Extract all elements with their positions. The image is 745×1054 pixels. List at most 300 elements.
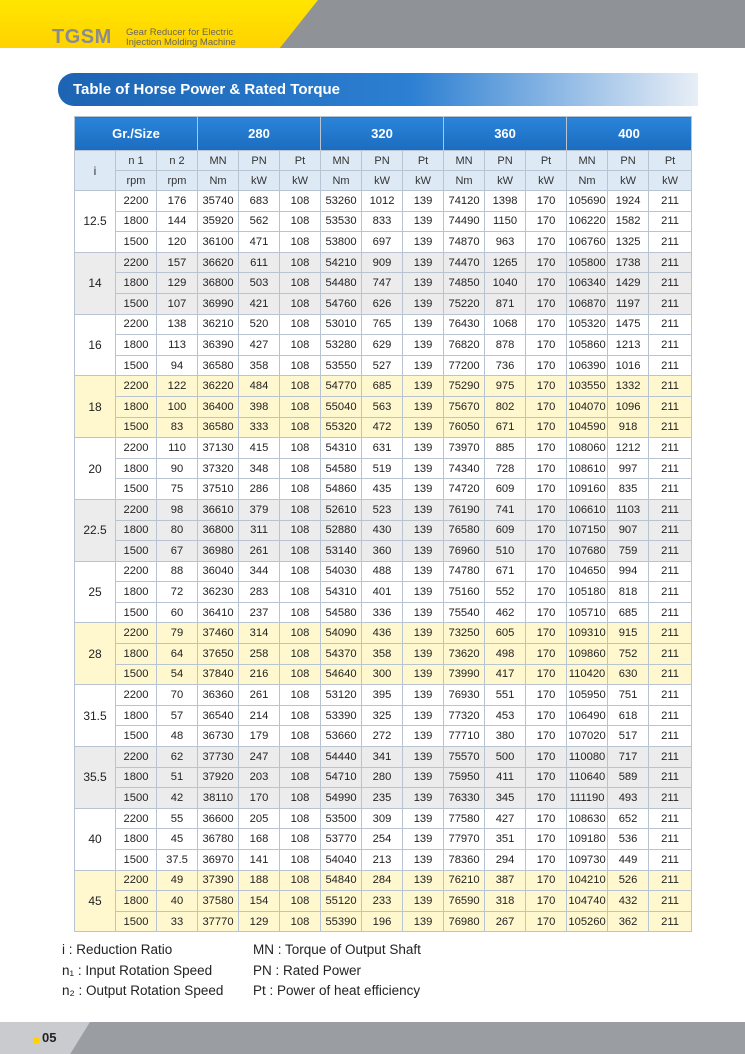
pn-value-cell: 472 [362,417,403,438]
n1-cell: 1500 [116,602,157,623]
mn-value-cell: 36600 [198,808,239,829]
pt-value-cell: 139 [403,602,444,623]
pn-value-cell: 280 [362,767,403,788]
table-header-units [75,171,692,191]
pt-value-cell: 139 [403,808,444,829]
pn-value-cell: 417 [485,664,526,685]
pn-value-cell: 358 [362,644,403,665]
pt-value-cell: 211 [649,602,692,623]
mn-value-cell: 104650 [567,561,608,582]
pt-value-cell: 211 [649,520,692,541]
mn-unit: Nm [198,171,239,191]
mn-value-cell: 54210 [321,252,362,273]
n2-cell: 45 [157,829,198,850]
pt-value-cell: 139 [403,664,444,685]
pt-value-cell: 211 [649,561,692,582]
pn-value-cell: 348 [239,458,280,479]
mn-value-cell: 75540 [444,602,485,623]
pt-value-cell: 139 [403,252,444,273]
pt-value-cell: 108 [280,293,321,314]
table-row [75,335,692,356]
pn-value-cell: 203 [239,767,280,788]
pn-unit: kW [362,171,403,191]
n2-cell: 54 [157,664,198,685]
pt-value-cell: 211 [649,396,692,417]
pt-value-cell: 139 [403,376,444,397]
n1-cell: 1500 [116,664,157,685]
size-header-320: 320 [321,117,444,151]
pt-value-cell: 108 [280,396,321,417]
table-row [75,891,692,912]
pn-value-cell: 1213 [608,335,649,356]
mn-value-cell: 106870 [567,293,608,314]
pt-value-cell: 108 [280,664,321,685]
n1-cell: 1500 [116,788,157,809]
pt-value-cell: 108 [280,582,321,603]
pn-value-cell: 196 [362,911,403,932]
pn-value-cell: 427 [485,808,526,829]
mn-value-cell: 36360 [198,685,239,706]
pn-value-cell: 170 [239,788,280,809]
pt-value-cell: 139 [403,911,444,932]
mn-value-cell: 106760 [567,232,608,253]
n1-cell: 1500 [116,726,157,747]
pt-value-cell: 211 [649,705,692,726]
pt-value-cell: 139 [403,396,444,417]
mn-value-cell: 36100 [198,232,239,253]
pt-value-cell: 108 [280,479,321,500]
pn-value-cell: 536 [608,829,649,850]
n2-cell: 157 [157,252,198,273]
table-row [75,479,692,500]
n2-cell: 138 [157,314,198,335]
n1-cell: 2200 [116,499,157,520]
mn-value-cell: 36970 [198,850,239,871]
pn-value-cell: 626 [362,293,403,314]
pn-value-cell: 551 [485,685,526,706]
mn-value-cell: 105800 [567,252,608,273]
pn-value-cell: 631 [362,438,403,459]
pn-value-cell: 611 [239,252,280,273]
pt-value-cell: 211 [649,870,692,891]
mn-value-cell: 104070 [567,396,608,417]
pt-value-cell: 170 [526,664,567,685]
pt-header: Pt [649,151,692,171]
pn-value-cell: 484 [239,376,280,397]
pn-value-cell: 387 [485,870,526,891]
mn-value-cell: 106390 [567,355,608,376]
pt-value-cell: 139 [403,191,444,212]
mn-value-cell: 76820 [444,335,485,356]
pn-value-cell: 563 [362,396,403,417]
mn-value-cell: 73250 [444,623,485,644]
pt-value-cell: 211 [649,191,692,212]
n2-cell: 176 [157,191,198,212]
table-row [75,767,692,788]
pn-value-cell: 471 [239,232,280,253]
brand-logo: TGSM [52,26,112,48]
pn-header: PN [485,151,526,171]
mn-value-cell: 74490 [444,211,485,232]
mn-value-cell: 105690 [567,191,608,212]
mn-value-cell: 37770 [198,911,239,932]
pt-value-cell: 108 [280,623,321,644]
mn-value-cell: 76590 [444,891,485,912]
pt-value-cell: 139 [403,355,444,376]
n2-cell: 37.5 [157,850,198,871]
table-row [75,808,692,829]
mn-value-cell: 54860 [321,479,362,500]
pt-value-cell: 108 [280,314,321,335]
pt-value-cell: 211 [649,438,692,459]
pt-value-cell: 170 [526,314,567,335]
n2-cell: 129 [157,273,198,294]
pt-value-cell: 139 [403,273,444,294]
mn-value-cell: 76930 [444,685,485,706]
mn-value-cell: 37320 [198,458,239,479]
mn-value-cell: 36620 [198,252,239,273]
pt-value-cell: 108 [280,376,321,397]
pn-value-cell: 261 [239,541,280,562]
pt-value-cell: 108 [280,767,321,788]
mn-value-cell: 54310 [321,582,362,603]
mn-value-cell: 52610 [321,499,362,520]
ratio-cell: 40 [75,808,116,870]
pn-value-cell: 398 [239,396,280,417]
mn-value-cell: 105180 [567,582,608,603]
n1-cell: 1800 [116,891,157,912]
mn-value-cell: 108060 [567,438,608,459]
mn-value-cell: 75160 [444,582,485,603]
mn-value-cell: 36580 [198,355,239,376]
pn-value-cell: 975 [485,376,526,397]
mn-value-cell: 105710 [567,602,608,623]
pt-value-cell: 108 [280,335,321,356]
mn-value-cell: 36990 [198,293,239,314]
pt-value-cell: 139 [403,438,444,459]
mn-value-cell: 53260 [321,191,362,212]
mn-value-cell: 106220 [567,211,608,232]
mn-value-cell: 76580 [444,520,485,541]
mn-value-cell: 78360 [444,850,485,871]
pt-value-cell: 170 [526,747,567,768]
legend-pn: PN : Rated Power [253,962,362,978]
pt-value-cell: 139 [403,870,444,891]
mn-value-cell: 54030 [321,561,362,582]
pn-value-cell: 1429 [608,273,649,294]
pn-value-cell: 907 [608,520,649,541]
pn-value-cell: 752 [608,644,649,665]
mn-value-cell: 36210 [198,314,239,335]
pt-value-cell: 170 [526,396,567,417]
mn-value-cell: 54580 [321,602,362,623]
pn-value-cell: 1096 [608,396,649,417]
pt-value-cell: 170 [526,911,567,932]
mn-value-cell: 109860 [567,644,608,665]
pt-value-cell: 170 [526,767,567,788]
pt-value-cell: 108 [280,252,321,273]
table-row [75,747,692,768]
pn-value-cell: 314 [239,623,280,644]
pn-value-cell: 1582 [608,211,649,232]
pt-value-cell: 108 [280,644,321,665]
table-row [75,376,692,397]
pn-unit: kW [608,171,649,191]
mn-value-cell: 54370 [321,644,362,665]
pn-value-cell: 1398 [485,191,526,212]
pt-value-cell: 211 [649,644,692,665]
pt-value-cell: 139 [403,335,444,356]
mn-value-cell: 38110 [198,788,239,809]
pt-value-cell: 139 [403,520,444,541]
pn-value-cell: 503 [239,273,280,294]
pt-value-cell: 108 [280,211,321,232]
pn-value-cell: 213 [362,850,403,871]
n1-cell: 1500 [116,355,157,376]
mn-value-cell: 54840 [321,870,362,891]
n2-cell: 60 [157,602,198,623]
pn-value-cell: 500 [485,747,526,768]
pt-value-cell: 139 [403,211,444,232]
n1-cell: 1500 [116,911,157,932]
pn-value-cell: 415 [239,438,280,459]
n1-cell: 1800 [116,705,157,726]
page-marker-icon [34,1038,39,1043]
table-row [75,705,692,726]
table-row [75,850,692,871]
pn-value-cell: 685 [362,376,403,397]
mn-value-cell: 106610 [567,499,608,520]
pn-value-cell: 318 [485,891,526,912]
pn-value-cell: 1012 [362,191,403,212]
n1-cell: 2200 [116,376,157,397]
pt-value-cell: 108 [280,870,321,891]
table-row [75,664,692,685]
mn-value-cell: 54480 [321,273,362,294]
pt-value-cell: 108 [280,829,321,850]
pt-value-cell: 139 [403,479,444,500]
table-row [75,520,692,541]
pt-value-cell: 139 [403,891,444,912]
pt-value-cell: 170 [526,232,567,253]
mn-value-cell: 53120 [321,685,362,706]
mn-value-cell: 54090 [321,623,362,644]
pn-value-cell: 286 [239,479,280,500]
pn-value-cell: 258 [239,644,280,665]
n1-cell: 2200 [116,685,157,706]
pt-value-cell: 170 [526,335,567,356]
n2-cell: 48 [157,726,198,747]
table-header-quantities [75,151,692,171]
pn-value-cell: 233 [362,891,403,912]
mn-value-cell: 74120 [444,191,485,212]
mn-value-cell: 75950 [444,767,485,788]
pt-value-cell: 108 [280,685,321,706]
mn-value-cell: 76430 [444,314,485,335]
table-row [75,561,692,582]
n2-cell: 51 [157,767,198,788]
n1-cell: 1800 [116,396,157,417]
pt-value-cell: 170 [526,602,567,623]
pn-value-cell: 736 [485,355,526,376]
mn-value-cell: 109160 [567,479,608,500]
pn-value-cell: 802 [485,396,526,417]
n1-cell: 1800 [116,211,157,232]
pn-value-cell: 833 [362,211,403,232]
mn-value-cell: 37390 [198,870,239,891]
pt-value-cell: 139 [403,623,444,644]
pn-value-cell: 300 [362,664,403,685]
mn-value-cell: 105260 [567,911,608,932]
n2-cell: 80 [157,520,198,541]
table-row [75,644,692,665]
table-row [75,602,692,623]
pt-unit: kW [403,171,444,191]
pt-value-cell: 211 [649,335,692,356]
n1-cell: 1800 [116,273,157,294]
ratio-cell: 25 [75,561,116,623]
pt-unit: kW [649,171,692,191]
pt-value-cell: 211 [649,541,692,562]
pt-value-cell: 108 [280,788,321,809]
n2-cell: 94 [157,355,198,376]
pn-value-cell: 741 [485,499,526,520]
mn-value-cell: 77200 [444,355,485,376]
pt-value-cell: 211 [649,376,692,397]
pn-value-cell: 915 [608,623,649,644]
brand-tagline [126,28,236,48]
table-row [75,232,692,253]
ratio-cell: 28 [75,623,116,685]
pn-value-cell: 510 [485,541,526,562]
pt-value-cell: 170 [526,726,567,747]
n1-cell: 2200 [116,808,157,829]
pt-value-cell: 108 [280,561,321,582]
pn-value-cell: 885 [485,438,526,459]
section-title-bar [58,73,698,106]
pt-value-cell: 211 [649,314,692,335]
n1-cell: 1500 [116,850,157,871]
mn-value-cell: 36800 [198,520,239,541]
pt-value-cell: 211 [649,458,692,479]
pt-value-cell: 211 [649,685,692,706]
pn-value-cell: 765 [362,314,403,335]
n2-cell: 42 [157,788,198,809]
mn-header: MN [444,151,485,171]
mn-value-cell: 104590 [567,417,608,438]
n1-cell: 2200 [116,561,157,582]
pn-unit: kW [485,171,526,191]
pt-value-cell: 211 [649,499,692,520]
pt-value-cell: 108 [280,355,321,376]
mn-value-cell: 73990 [444,664,485,685]
pt-value-cell: 139 [403,293,444,314]
mn-value-cell: 36610 [198,499,239,520]
pt-value-cell: 170 [526,191,567,212]
mn-value-cell: 37920 [198,767,239,788]
pt-value-cell: 170 [526,705,567,726]
mn-value-cell: 106340 [567,273,608,294]
pt-value-cell: 139 [403,458,444,479]
pt-value-cell: 108 [280,232,321,253]
n1-cell: 1500 [116,541,157,562]
n1-cell: 1800 [116,520,157,541]
pn-value-cell: 345 [485,788,526,809]
mn-value-cell: 76050 [444,417,485,438]
mn-value-cell: 52880 [321,520,362,541]
mn-value-cell: 54440 [321,747,362,768]
mn-value-cell: 54580 [321,458,362,479]
mn-value-cell: 54640 [321,664,362,685]
pn-value-cell: 325 [362,705,403,726]
pn-value-cell: 523 [362,499,403,520]
pn-value-cell: 235 [362,788,403,809]
mn-value-cell: 110640 [567,767,608,788]
pn-value-cell: 1212 [608,438,649,459]
n2-cell: 75 [157,479,198,500]
pn-value-cell: 498 [485,644,526,665]
pt-value-cell: 108 [280,417,321,438]
mn-value-cell: 74780 [444,561,485,582]
pn-value-cell: 430 [362,520,403,541]
mn-value-cell: 108610 [567,458,608,479]
pn-value-cell: 519 [362,458,403,479]
table-row [75,870,692,891]
pt-value-cell: 170 [526,520,567,541]
mn-value-cell: 73620 [444,644,485,665]
pt-value-cell: 211 [649,355,692,376]
pt-value-cell: 211 [649,211,692,232]
pn-value-cell: 247 [239,747,280,768]
table-row [75,623,692,644]
page-title: Table of Horse Power & Rated Torque [73,81,340,98]
pt-value-cell: 211 [649,582,692,603]
pt-value-cell: 211 [649,479,692,500]
pt-value-cell: 108 [280,520,321,541]
n1-cell: 1800 [116,644,157,665]
pt-value-cell: 170 [526,458,567,479]
mn-value-cell: 36390 [198,335,239,356]
n2-cell: 100 [157,396,198,417]
pn-value-cell: 1265 [485,252,526,273]
mn-value-cell: 74720 [444,479,485,500]
pt-value-cell: 108 [280,747,321,768]
pn-value-cell: 129 [239,911,280,932]
mn-value-cell: 36980 [198,541,239,562]
pn-value-cell: 360 [362,541,403,562]
pn-value-cell: 589 [608,767,649,788]
n1-cell: 1500 [116,293,157,314]
pt-value-cell: 139 [403,644,444,665]
pt-value-cell: 170 [526,870,567,891]
mn-value-cell: 37580 [198,891,239,912]
mn-value-cell: 35740 [198,191,239,212]
pn-value-cell: 261 [239,685,280,706]
n2-cell: 88 [157,561,198,582]
pt-value-cell: 108 [280,850,321,871]
pn-value-cell: 717 [608,747,649,768]
pn-value-cell: 517 [608,726,649,747]
n1-header: n 1 [116,151,157,171]
size-header-360: 360 [444,117,567,151]
pt-value-cell: 211 [649,808,692,829]
legend-left [62,940,223,1002]
mn-value-cell: 76960 [444,541,485,562]
table-row [75,417,692,438]
pn-value-cell: 141 [239,850,280,871]
legend-i: i : Reduction Ratio [62,942,173,957]
pt-value-cell: 211 [649,252,692,273]
